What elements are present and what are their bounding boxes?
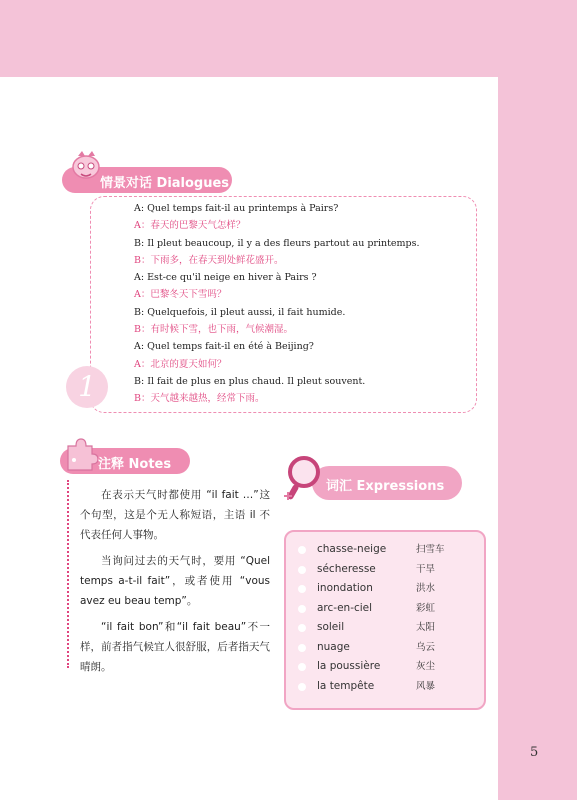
dialogue-line-translation: B：有时候下雪，也下雨，气候潮湿。 [134,324,293,336]
bullet-dot-icon [298,585,306,593]
notes-paragraph: 当询问过去的天气时，要用 “Quel temps a-t-il fait”，或者使用 “vous avez eu beau temp”。 [80,555,270,607]
dialogue-line: A: Est-ce qu'il neige en hiver à Pairs ? [134,272,317,284]
notes-paragraph: 在表示天气时都使用 “il fait …”这个句型，这是个无人称短语，主语 il 不代表任何人事物。 [80,489,270,541]
list-item [298,579,478,599]
expression-term: la poussière [317,660,381,672]
dialogue-line: B: Il pleut beaucoup, il y a des fleurs partout au printemps. [134,237,420,249]
dialogue-line-translation: B：下雨多，在春天到处鲜花盛开。 [134,254,284,266]
bullet-dot-icon [298,566,306,574]
dialogue-line: A: Quel temps fait-il au printemps à Pairs? [134,203,339,214]
dialogue-line-translation: A：春天的巴黎天气怎样？ [134,220,246,232]
top-band [0,0,577,77]
list-item [298,638,478,658]
dialogues-title: 情景对话 Dialogues [100,176,230,191]
notes-body [80,485,270,677]
dialogue-line-translation: B：天气越来越热，经常下雨。 [134,393,265,405]
dialogue-lines [134,200,484,408]
dialogue-line: B: Il fait de plus en plus chaud. Il pleut souvent. [134,375,366,387]
list-item [298,599,478,619]
expression-translation: 扫雪车 [416,544,445,555]
expression-translation: 风暴 [416,680,436,692]
dialogue-number-badge: 1 [66,366,108,408]
page-number: 5 [530,745,539,760]
expression-term: arc-en-ciel [317,601,373,614]
cartoon-mascot-icon [68,150,104,190]
right-margin-band [498,77,577,800]
bullet-dot-icon [298,663,306,671]
bullet-dot-icon [298,605,306,613]
dialogue-line: B: Quelquefois, il pleut aussi, il fait humide. [134,306,346,318]
expressions-list [298,540,478,696]
expression-term: soleil [317,621,345,633]
list-item [298,677,478,697]
list-item [298,560,478,580]
list-item [298,657,478,677]
expression-term: la tempête [317,679,375,692]
bullet-dot-icon [298,683,306,691]
expression-translation: 洪水 [416,583,436,594]
bullet-dot-icon [298,644,306,652]
expression-translation: 灰尘 [416,661,436,672]
expression-term: chasse-neige [317,543,387,555]
list-item [298,540,478,560]
bullet-dot-icon [298,624,306,632]
expression-translation: 干旱 [416,563,436,575]
expression-translation: 彩虹 [416,602,436,614]
dialogue-line: A: Quel temps fait-il en été à Beijing? [134,341,314,353]
expression-term: sécheresse [317,562,376,575]
magnifying-glass-icon [282,452,328,504]
notes-dotted-rule [67,480,69,668]
expression-translation: 乌云 [416,641,436,653]
list-item [298,618,478,638]
expressions-title: 词汇 Expressions [326,479,445,494]
dialogue-line-translation: A：北京的夏天如何？ [134,358,227,370]
expression-translation: 太阳 [416,622,436,633]
notes-paragraph: “il fait bon”和“il fait beau”不一样，前者指气候宜人很舒服，后者指天气晴朗。 [80,621,270,673]
puzzle-piece-icon [62,436,98,474]
bullet-dot-icon [298,546,306,554]
expression-term: nuage [317,640,350,653]
expression-term: inondation [317,582,373,594]
notes-title: 注释 Notes [98,457,172,472]
dialogue-line-translation: A：巴黎冬天下雪吗？ [134,289,227,301]
